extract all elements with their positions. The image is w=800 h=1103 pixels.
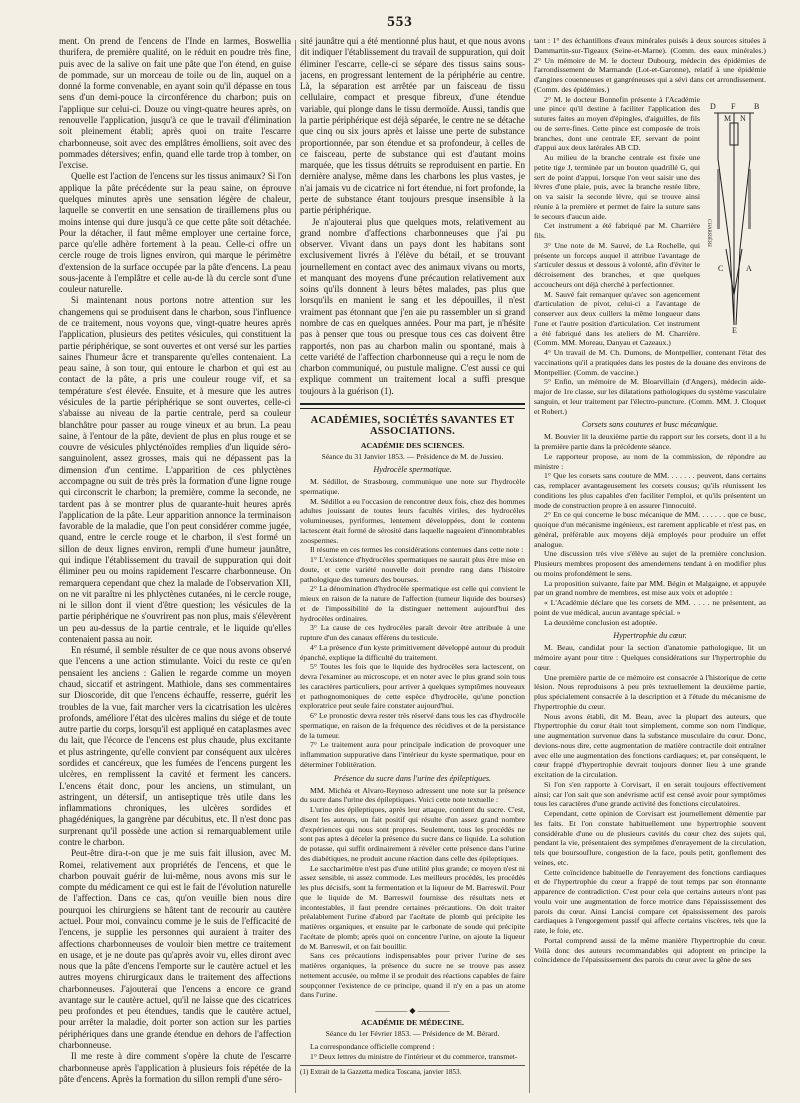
paragraph: Cette coïncidence habituelle de l'enrayement des fonctions cardiaques et de l'hypertrophie du cœur a frappé de tout temps par son étonnante apparence de contradiction. C'est pour cela que certains auteurs n'ont pas voulu voir une augmentation de force motrice dans l'épaississement des parois du cœur. Ainsi Lancisi compare cet épaississement des parois cardiaques à l'engorgement passif qui affecte certains viscères, tels que la rate, le foie, etc. — [534, 867, 766, 935]
paragraph: 3° Une note de M. Sauvé, de La Rochelle, qui présente un forceps auquel il attribue l'avantage de s'articuler dessus et dessous à volonté, afin d'éviter le décroisement des branches, et que quelques accoucheurs ont déjà cherché à perfectionner. — [534, 240, 700, 289]
paragraph: Portal comprend aussi de la même manière l'hypertrophie du cœur. Voilà donc des auteurs recommandables qui adoptent en principe la coïncidence de l'épaississement des parois du cœur avec la gêne de ses — [534, 935, 766, 965]
figure-label-c: C — [718, 263, 724, 273]
column-rule — [529, 40, 530, 1093]
paragraph: M. Sédillot, de Strasbourg, communique une note sur l'hydrocèle spermatique. — [300, 477, 525, 496]
seance-line: Séance du 31 Janvier 1853. — Présidence de M. de Jussieu. — [321, 452, 504, 461]
topic-title: Hypertrophie du cœur. — [613, 631, 687, 641]
paragraph: 5° Enfin, un mémoire de M. Bloarvillain (d'Angers), médecin aide-major de 1re classe, sur les dilatations pathologiques du système vasculaire sanguin, et leur traitement par l'électro-puncture. (Comm. MM. J. Cloquet et Robert.) — [534, 377, 766, 416]
figure-label-b: B — [754, 101, 760, 111]
column-left — [59, 36, 291, 1096]
figure-label-f: F — [731, 101, 736, 111]
paragraph: « L'Académie déclare que les corsets de MM. . . . . ne présentent, au point de vue médical, aucun avantage spécial. » — [534, 598, 766, 617]
paragraph: M. Sédillot a eu l'occasion de rencontrer deux fois, chez des hommes adultes jouissant de toutes leurs facultés viriles, des hydrocèles volumineuses, pyriformes, lentement développées, dont le contenu lactescent était formé de sérosité dans laquelle nageaient d'innombrables zoospermes. — [300, 496, 525, 545]
paragraph: Si maintenant nous portons notre attention sur les changemens qui se produisent dans le charbon, sous l'influence de ce traitement, nous voyons que, vingt-quatre heures après l'application, plusieurs des petites vésicules, qui constituent la partie périphérique, se sont ouvertes et ont versé sur les parties saines l'humeur âcre et transparente qu'elles contenaient. La peau saine, à son tour, qui entoure le charbon et qui est au contact de la pâte, a pris une couleur rouge vif, et sa température s'est élevée. Ensuite, et à mesure que les autres vésicules de la partie périphérique se sont ouvertes, celle-ci s'abaisse au niveau de la partie centrale, perd sa couleur blanchâtre pour passer au rouge vineux et au brun. La peau saine, à l'entour de la pâte, devient de plus en plus rouge et se couvre de vésicules phlycténoïdes remplies d'un liquide séro-sanguinolent, assez grosses, mais qui ne dépassent pas la dimension d'un centime. L'apparition de ces phlyctènes accompagne ou suit de très près la formation d'une ligne rouge qui circonscrit le charbon; la première, comme la seconde, ne tardent pas à se montrer plus de quarante-huit heures après l'application de la pâte. Leur apparition annonce la terminaison favorable de la maladie, que l'on peut considérer comme jugée, quand, entre le cercle rouge et le charbon, il s'est formé un sillon de deux lignes environ, rempli d'une humeur jaunâtre, qui indique l'établissement du travail de suppuration qui doit éliminer peu ou moins rapidement l'escarre charbonneuse. On remarquera cependant que chez la malade de l'observation XII, on ne vit paraître ni les phlyctènes cutanées, ni le cercle rouge, ni le sillon dont il vient d'être question; les vésicules de la partie périphérique ne s'ouvrirent pas non plus, mais s'élevèrent un peu au-dessus de la partie centrale, et le liquide qu'elles contenaient passa au noir. — [59, 295, 291, 644]
section-heading: ACADÉMIES, SOCIÉTÉS SAVANTES ET ASSOCIATIONS. — [310, 415, 515, 437]
academy-title: ACADÉMIE DE MÉDECINE. — [361, 1018, 464, 1027]
column-rule — [295, 40, 296, 1093]
paragraph: tant : 1° des échantillons d'eaux minérales puisés à deux sources situées à Dammartin-sur-Tigeaux (Seine-et-Marne). (Comm. des eaux minérales.) 2° Un mémoire de M. le docteur Dubourg, médecin des épidémies de l'arrondissement de Marmande (Lot-et-Garonne), relatif à une épidémie d'angines couenneuses et gangréneuses qui a sévi dans cet arrondissement. (Comm. des épidémies.) — [534, 36, 766, 94]
paragraph: Cet instrument a été fabriqué par M. Charrière fils. — [534, 221, 700, 240]
paragraph: La proposition suivante, faite par MM. Bégin et Malgaigne, et appuyée par un grand nombre de membres, est mise aux voix et adoptée : — [534, 578, 766, 598]
paragraph: 3° La cause de ces hydrocèles paraît devoir être attribuée à une rupture d'un des canaux efférens du testicule. — [300, 623, 525, 642]
section-rule — [300, 403, 525, 409]
footnote: (1) Extrait de la Gazzetta medica Toscana, janvier 1853. — [300, 1065, 525, 1077]
paragraph: ment. On prend de l'encens de l'Inde en larmes, Boswellia thurifera, de première qualité, on le réduit en poudre très fine, puis avec de la salive on fait une pâte que l'on étend, en guise de pommade, sur un morceau de toile ou de lin, auquel on a donné la forme convenable, en ayant soin qu'il dépasse en tous sens d'un demi-pouce la circonférence du charbon; puis on l'applique sur celui-ci. Douze ou vingt-quatre heures après, on renouvelle l'application, jusqu'à ce que le travail d'élimination soit pleinement établi; après quoi on traite l'escarre charbonneuse, soit avec des emplâtres émolliens, soit avec des pommades détersives; enfin, quand elle tarde trop à tomber, on l'excise. — [59, 36, 291, 171]
column-middle — [300, 36, 525, 1096]
paragraph: 6° Le pronostic devra rester très réservé dans tous les cas d'hydrocèle spermatique, en raison de la fréquence des récidives et de la persistance de la tumeur. — [300, 711, 525, 740]
paragraph: En résumé, il semble résulter de ce que nous avons observé que l'encens a une action stimulante. Voici du reste ce qu'en pensaient les anciens : Galien le regarde comme un moyen chaud, siccatif et astringent. Mathiole, dans ses commentaires sur Dioscoride, dit que l'encens échauffe, resserre, guérit les troubles de la vue, fait marcher vers la cicatrisation les ulcères profonds, améliore l'état des ulcères malins du siége et de toute autre partie du corps, lorsqu'il est appliqué en cataplasmes avec du lait, que l'écorce de l'encens est plus chaude, plus excitante et plus astringente, qu'elle convient par conséquent aux ulcères sordides et cancéreux, que les fumées de l'encens purgent les ulcères, en remplissent la cavité et ferment les cancers. L'encens était donc, pour les anciens, un stimulant, un astringent, un détersif, un antiseptique très utile dans les inflammations chroniques, les ulcères sordides et phagédéniques, la gangrène par décubitus, etc. Il n'est donc pas surprenant qu'il possède une action si remarquablement utile contre le charbon. — [59, 645, 291, 847]
paragraph: M. Sauvé fait remarquer qu'avec son agencement d'articulation de pivot, celui-ci a l'avantage de conserver aux deux cuillers la même longueur dans l'une et l'autre position d'articulation. Cet instrument a été fabriqué dans les ateliers de M. Charrière. (Comm. MM. Moreau, Danyau et Cazeaux.) — [534, 289, 700, 348]
figure-label-m: M — [724, 113, 732, 123]
paragraph: 2° M. le docteur Bonnefin présente à l'Académie une pince qu'il destine à faciliter l'application des sutures faites au moyen d'épingles, d'aiguilles, de fils ou de serre-fines. Cette pince est composée de trois branches, dont une centrale EF, servant de point d'appui aux deux latérales AB CD. — [534, 94, 700, 153]
paragraph: La correspondance officielle comprend : — [310, 1042, 435, 1051]
paragraph: Peut-être dira-t-on que je me suis fait illusion, avec M. Romei, relativement aux propriétés de l'encens, et que le charbon pouvait guérir de lui-même, nous avons mis sur le compte du médicament ce qui est le fait de l'évolution naturelle de l'affection. Dans ce cas, qu'on veuille bien nous dire pourquoi les chirurgiens se hâtent tant de recourir au cautère actuel. Pour moi, convaincu comme je le suis de l'efficacité de l'encens, je supplie les personnes qui auraient à traiter des affections charbonneuses de vouloir bien mettre ce traitement en usage, et je ne doute pas qu'après avoir vu, elles diront avec nous que la pâte d'encens l'emporte sur le cautère actuel et les autres moyens chirurgicaux dans le traitement des affections charbonneuses. J'ajouterai que l'encens a encore ce grand avantage sur le cautère actuel, qu'il ne laisse que des cicatrices peu profondes et peu étendues, tandis que le cautère actuel, pour arrêter la maladie, doit porter son action sur les parties périphériques dans une grande étendue en dehors de l'affection charbonneuse. — [59, 848, 291, 1051]
paragraph: 7° Le traitement aura pour principale indication de provoquer une inflammation suppurative dans l'intérieur du kyste spermatique, pour en déterminer l'oblitération. — [300, 740, 525, 769]
paragraph: 4° La présence d'un kyste primitivement développé autour du produit épanché, explique la difficulté du traitement. — [300, 642, 525, 662]
paragraph: M. Bouvier lit la deuxième partie du rapport sur les corsets, dont il a lu la première partie dans la précédente séance. — [534, 432, 766, 451]
figure-label-n: N — [740, 113, 746, 123]
paragraph: Une première partie de ce mémoire est consacrée à l'historique de cette lésion. Nous reproduisons à peu près textuellement la deuxième partie, plus spécialement consacrée à la description et à l'étude du mécanisme de l'hypertrophie du cœur. — [534, 672, 766, 711]
figure-label-e: E — [732, 325, 737, 335]
paragraph: 1° Que les corsets sans couture de MM. . . . . . . peuvent, dans certains cas, remplacer avantageusement les corsets cousus; qu'ils réunissent les conditions les plus capables d'en faciliter l'emploi, et qu'ils présentent un mode de construction propre à en assurer l'innocuité. — [534, 471, 766, 510]
paragraph: Je n'ajouterai plus que quelques mots, relativement au grand nombre d'affections charbonneuses que j'ai pu observer. Vivant dans un pays dont les habitans sont exclusivement livrés à l'élève du bétail, et se trouvant journellement en contact avec des animaux vivans ou morts, et manquant des moyens d'une précaution relativement aux soins qu'ils donnent à leurs bêtes malades, pas plus que lorsqu'ils en manient le sang et les dépouilles, il n'est vraiment pas étonnant que j'en aie pu rassembler un si grand nombre de cas en quelques années. Pour ma part, je n'hésite pas à penser que tous ou presque tous ces cas doivent être rapportés, non pas au charbon malin ou spontané, mais à cette variété de l'affection charbonneuse qui a reçu le nom de charbon communiqué, ou pustule maligne. C'est aussi ce qui explique comment un traitement local a suffi presque toujours à la guérison (1). — [300, 216, 525, 396]
paragraph: Cependant, cette opinion de Corvisart est journellement démentie par les faits. Et l'on constate habituellement une hypertrophie souvent considérable d'une ou de plusieurs cavités du cœur chez des sujets qui, pendant la vie, présentaient des symptômes d'enrayement de la circulation, tels que boursouflure, congestion de la face, pouls petit, gonflement des veines, etc. — [534, 809, 766, 867]
paragraph: 1° L'existence d'hydrocèles spermatiques ne saurait plus être mise en doute, et cette variété nouvelle doit prendre rang dans l'histoire pathologique des tumeurs des bourses. — [300, 555, 525, 584]
paragraph: Nous avons établi, dit M. Beau, avec la plupart des auteurs, que l'hypertrophie du cœur était tout simplement, comme son nom l'indique, une augmentation survenue dans la substance musculaire du cœur. Donc, devions-nous dire, cette augmentation de matière contractile doit entraîner avec elle une augmentation des fonctions cardiaques; et, par conséquent, le cœur frappé d'hypertrophie devrait toujours donner lieu à une grande excitation de la circulation. — [534, 711, 766, 779]
figure-label-d: D — [710, 101, 716, 111]
paragraph: Le saccharimètre n'est pas d'une utilité plus grande; ce moyen n'est ni assez sensible, ni assez commode. Les meilleurs procédés, les procédés les plus décisifs, sont la fermentation et la liqueur de M. Barreswil. Pour que le liquide de M. Barreswil fournisse des résultats nets et incontestables, il faut prendre certaines précautions. On doit traiter préalablement l'urine d'abord par l'acétate de plomb qui précipite les matières organiques, et ensuite par le carbonate de soude qui précipite l'acétate de plomb; après quoi on concentre l'urine, on ajoute la liqueur de M. Barreswil, et on fait bouillir. — [300, 863, 525, 951]
paragraph: Au milieu de la branche centrale est fixée une petite tige J, terminée par un bouton quadrillé G, qui sert de point d'appui, lorsque l'on veut saisir une des lèvres d'une plaie, puis, avec la branche restée libre, on va saisir la seconde lèvre, qui se trouve ainsi réunie à la première et permet de faire la suture sans le secours d'aucun aide. — [534, 153, 700, 221]
paragraph: La deuxième conclusion est adoptée. — [544, 617, 658, 627]
page-number: 553 — [387, 14, 413, 30]
paragraph: M. Beau, candidat pour la section d'anatomie pathologique, lit un mémoire ayant pour titre : Quelques considérations sur l'hypertrophie du cœur. — [534, 643, 766, 672]
figure-label-a: A — [746, 263, 752, 273]
ornament-divider: ———— ◆ ———— — [375, 1006, 450, 1015]
topic-title: Hydrocèle spermatique. — [373, 465, 452, 474]
paragraph: Quelle est l'action de l'encens sur les tissus animaux? Si l'on applique la pâte précédente sur la peau saine, on éprouve quelques minutes après une sensation légère de chaleur, laquelle se convertit en une sensation de tiraillemens plus ou moins intense qui dure jusqu'à ce que cette pâte soit détachée. Pour la détacher, il faut même employer une certaine force, parce qu'elle adhère fortement à la peau. Celle-ci offre un cercle rouge de trois lignes environ, qui marque le périmètre d'extension de la surface occupée par la pâte d'encens. La peau sous-jacente à l'emplâtre et celle au-de là du cercle sont d'une couleur naturelle. — [59, 171, 291, 295]
paragraph: Si l'on s'en rapporte à Corvisart, il en serait toujours effectivement ainsi; car l'on sait que son anévrisme actif est censé avoir pour symptômes tous les caractères d'une grande activité des fonctions circulatoires. — [534, 779, 766, 809]
topic-title: Corsets sans coutures et busc mécanique. — [581, 420, 719, 430]
paragraph: 1° Deux lettres du ministre de l'intérieur et du commerce, transmet- — [310, 1051, 518, 1061]
paragraph: 2° La dénomination d'hydrocèle spermatique est celle qui convient le mieux en raison de la nature de l'affection (tumeur liquide des bourses) et de l'impossibilité de la distinguer nettement aujourd'hui des hydrocèles ordinaires. — [300, 584, 525, 623]
column-right — [534, 36, 766, 1096]
suture-forceps-figure — [704, 99, 766, 335]
paragraph: 5° Toutes les fois que le liquide des hydrocèles sera lactescent, on devra l'examiner au microscope, et en noter avec le plus grand soin tous les caractères particuliers, pour arriver à quelques symptômes nouveaux et pathognomoniques de cette espèce d'hydrocèle, qu'une ponction exploratrice peut seule faire constater aujourd'hui. — [300, 662, 525, 711]
figure-maker-mark: CHARRIÈRE — [706, 218, 711, 247]
academy-title: ACADÉMIE DES SCIENCES. — [360, 441, 465, 450]
grip-shading — [717, 169, 720, 229]
paragraph: Il me reste à dire comment s'opère la chute de l'escarre charbonneuse après l'application à plusieurs fois répétée de la pâte d'encens. Après la formation du sillon rempli d'une séro- — [59, 1051, 291, 1084]
paragraph: Le rapporteur propose, au nom de la commission, de répondre au ministre : — [534, 451, 766, 471]
paragraph: L'urine des épileptiques, après leur attaque, contient du sucre. C'est, disent les auteurs, un fait positif qui résulte d'un assez grand nombre d'expériences qui nous sont propres. Seulement, tous les procédés ne sont pas aptes à déceler la présence du sucre dans ce liquide. La solution de potasse, qui suffit ordinairement à révéler cette présence dans l'urine des diabétiques, ne produit aucune réaction dans celle des épileptiques. — [300, 805, 525, 863]
seance-line: Séance du 1er Février 1853. — Présidence de M. Bérard. — [325, 1029, 500, 1038]
paragraph: Une discussion très vive s'élève au sujet de la première conclusion. Plusieurs membres proposent des amendemens tendant à en modifier plus ou moins profondément le sens. — [534, 549, 766, 578]
topic-title: Présence du sucre dans l'urine des épileptiques. — [333, 773, 492, 783]
paragraph: MM. Michéa et Alvaro-Reynoso adressent une note sur la présence du sucre dans l'urine des épileptiques. Voici cette note textuelle : — [300, 785, 525, 805]
paragraph: Sans ces précautions indispensables pour priver l'urine de ses matières organiques, la présence du sucre ne se trouve pas assez nettement accusée, ou même il se produit des réactions capables de faire soupçonner l'existence de ce principe, quand il n'y en a pas un atome dans l'urine. — [300, 951, 525, 1000]
paragraph: 4° Un travail de M. Ch. Dumons, de Montpellier, contenant l'état des vaccinations qu'il a pratiquées dans les postes de la douane des environs de Montpellier. (Comm. de vaccine.) — [534, 348, 766, 377]
grip-shading — [748, 169, 751, 229]
paragraph: sité jaunâtre qui a été mentionné plus haut, et que nous avons dit indiquer l'établissement du travail de suppuration, qui doit éliminer l'escarre, celle-ci se sépare des tissus sains sous-jacens, en progressant lentement de la périphérie au centre. Là, la séparation est arrêtée par un faisceau de tissu cellulaire, compact et presque fibreux, d'une étendue variable, qui plonge dans le tissu dermoïde. Aussi, tandis que la partie périphérique est déjà séparée, le centre ne se détache que cinq ou six jours après et laisse une perte de substance proportionnée, par son étendue et sa profondeur, à celles de ce faisceau, perte de substance qui est d'autant moins marquée, que les tissus détruits se reproduisent en partie. En dernière analyse, même dans les charbons les plus vastes, je n'ai jamais vu de cicatrice ni fort étendue, ni fort profonde, la perte de substance étant toujours presque insensible à la partie périphérique. — [300, 36, 525, 216]
paragraph: Il résume en ces termes les considérations contenues dans cette note : — [310, 545, 524, 555]
paragraph: 2° En ce qui concerne le busc mécanique de MM. . . . . . . que ce busc, quoique d'un mécanisme ingénieux, est rarement applicable et n'est pas, en général, préférable aux moyens déjà employés pour produire un effet analogue. — [534, 510, 766, 549]
